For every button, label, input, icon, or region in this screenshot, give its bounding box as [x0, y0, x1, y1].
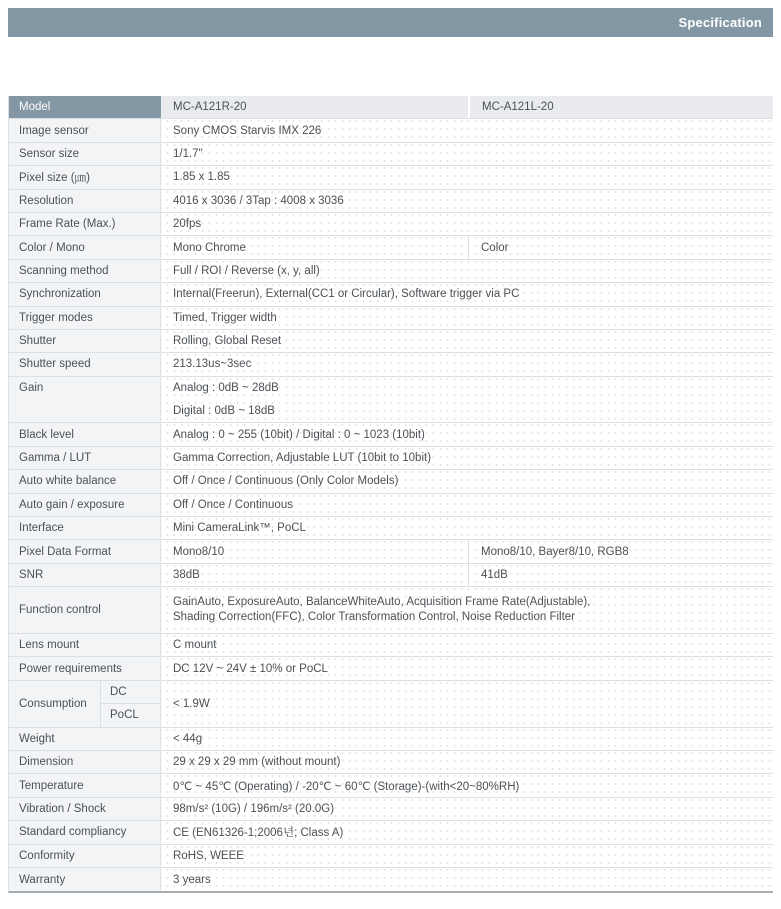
spec-row-standard-compliancy: [9, 821, 773, 844]
row-label-auto-gain-exposure: Auto gain / exposure: [9, 494, 161, 516]
spec-row-resolution: [9, 190, 773, 213]
spec-row-warranty: [9, 868, 773, 891]
row-value-power-requirements: DC 12V ~ 24V ± 10% or PoCL: [161, 657, 773, 679]
spec-table: [8, 96, 773, 893]
row-value-col2-pixel-data-format: Mono8/10, Bayer8/10, RGB8: [468, 540, 773, 562]
value-line-1: Analog : 0dB ~ 28dB: [173, 381, 279, 394]
spec-row-image-sensor: [9, 119, 773, 142]
spec-row-gain: [9, 377, 773, 424]
row-label-shutter-speed: Shutter speed: [9, 353, 161, 375]
row-value-col2-snr: 41dB: [468, 564, 773, 586]
row-label-shutter: Shutter: [9, 330, 161, 352]
row-value-lens-mount: C mount: [161, 634, 773, 656]
specification-header-bar: [8, 8, 773, 37]
row-label-interface: Interface: [9, 517, 161, 539]
row-label-frame-rate-max: Frame Rate (Max.): [9, 213, 161, 235]
row-label-dimension: Dimension: [9, 751, 161, 773]
row-value-weight: < 44g: [161, 728, 773, 750]
row-value-temperature: 0℃ ~ 45℃ (Operating) / -20℃ ~ 60℃ (Storage)-(with<20~80%RH): [161, 774, 773, 796]
spec-row-function-control: [9, 587, 773, 634]
row-value-col1-color-mono: Mono Chrome: [161, 236, 468, 258]
spec-row-scanning-method: [9, 260, 773, 283]
value-line-2: Digital : 0dB ~ 18dB: [173, 405, 275, 418]
row-label-sensor-size: Sensor size: [9, 143, 161, 165]
spec-row-black-level: [9, 423, 773, 446]
row-label-vibration-shock: Vibration / Shock: [9, 798, 161, 820]
row-label-snr: SNR: [9, 564, 161, 586]
row-label-auto-white-balance: Auto white balance: [9, 470, 161, 492]
row-value-shutter-speed: 213.13us~3sec: [161, 353, 773, 375]
spec-row-sensor-size: [9, 143, 773, 166]
row-label-warranty: Warranty: [9, 868, 161, 891]
row-label-gain: Gain: [9, 377, 161, 423]
row-value-frame-rate-max: 20fps: [161, 213, 773, 235]
spec-row-temperature: [9, 774, 773, 797]
spec-row-dimension: [9, 751, 773, 774]
row-label-power-requirements: Power requirements: [9, 657, 161, 679]
row-value-image-sensor: Sony CMOS Starvis IMX 226: [161, 119, 773, 141]
row-value-sensor-size: 1/1.7": [161, 143, 773, 165]
spec-row-color-mono: [9, 236, 773, 259]
row-label-temperature: Temperature: [9, 774, 161, 796]
row-value-function-control: [161, 587, 773, 633]
spec-row-shutter-speed: [9, 353, 773, 376]
sub-label-pocl: PoCL: [110, 709, 139, 722]
spec-row-gamma-lut: [9, 447, 773, 470]
row-label-lens-mount: Lens mount: [9, 634, 161, 656]
spec-row-pixel-size: [9, 166, 773, 189]
spec-row-vibration-shock: [9, 798, 773, 821]
row-label-consumption: Consumption: [9, 681, 101, 727]
row-label-scanning-method: Scanning method: [9, 260, 161, 282]
row-value-conformity: RoHS, WEEE: [161, 845, 773, 867]
row-label-black-level: Black level: [9, 423, 161, 445]
spec-row-weight: [9, 728, 773, 751]
row-value-synchronization: Internal(Freerun), External(CC1 or Circular), Software trigger via PC: [161, 283, 773, 305]
header-model-col1: MC-A121R-20: [161, 96, 468, 118]
row-value-scanning-method: Full / ROI / Reverse (x, y, all): [161, 260, 773, 282]
row-value-vibration-shock: 98m/s² (10G) / 196m/s² (20.0G): [161, 798, 773, 820]
row-value-auto-white-balance: Off / Once / Continuous (Only Color Models): [161, 470, 773, 492]
row-value-black-level: Analog : 0 ~ 255 (10bit) / Digital : 0 ~ 1023 (10bit): [161, 423, 773, 445]
row-value-shutter: Rolling, Global Reset: [161, 330, 773, 352]
row-value-trigger-modes: Timed, Trigger width: [161, 307, 773, 329]
spec-row-snr: [9, 564, 773, 587]
spec-row-interface: [9, 517, 773, 540]
row-value-standard-compliancy: CE (EN61326-1;2006년; Class A): [161, 821, 773, 843]
row-value-consumption: < 1.9W: [161, 681, 773, 727]
spec-row-pixel-data-format: [9, 540, 773, 563]
header-model-label: Model: [9, 96, 161, 118]
sub-label-dc: DC: [101, 681, 160, 704]
row-label-pixel-data-format: Pixel Data Format: [9, 540, 161, 562]
spec-row-auto-white-balance: [9, 470, 773, 493]
row-label-synchronization: Synchronization: [9, 283, 161, 305]
spec-row-trigger-modes: [9, 307, 773, 330]
row-label-gamma-lut: Gamma / LUT: [9, 447, 161, 469]
row-label-resolution: Resolution: [9, 190, 161, 212]
row-value-auto-gain-exposure: Off / Once / Continuous: [161, 494, 773, 516]
row-label-weight: Weight: [9, 728, 161, 750]
value-line-1: GainAuto, ExposureAuto, BalanceWhiteAuto, Acquisition Frame Rate(Adjustable),: [173, 595, 591, 608]
row-label-conformity: Conformity: [9, 845, 161, 867]
row-label-color-mono: Color / Mono: [9, 236, 161, 258]
specification-title: Specification: [678, 15, 762, 30]
row-value-col1-pixel-data-format: Mono8/10: [161, 540, 468, 562]
value-line-2: Shading Correction(FFC), Color Transformation Control, Noise Reduction Filter: [173, 611, 576, 624]
row-value-warranty: 3 years: [161, 868, 773, 891]
spec-row-power-requirements: [9, 657, 773, 680]
row-value-col1-snr: 38dB: [161, 564, 468, 586]
spec-row-lens-mount: [9, 634, 773, 657]
row-value-pixel-size: 1.85 x 1.85: [161, 166, 773, 188]
sub-column-consumption: [101, 681, 161, 727]
row-label-function-control: Function control: [9, 587, 161, 633]
spec-row-frame-rate-max: [9, 213, 773, 236]
row-label-trigger-modes: Trigger modes: [9, 307, 161, 329]
row-value-interface: Mini CameraLink™, PoCL: [161, 517, 773, 539]
spec-row-conformity: [9, 845, 773, 868]
row-value-gain: [161, 377, 773, 423]
row-value-dimension: 29 x 29 x 29 mm (without mount): [161, 751, 773, 773]
row-value-resolution: 4016 x 3036 / 3Tap : 4008 x 3036: [161, 190, 773, 212]
spec-row-shutter: [9, 330, 773, 353]
row-value-col2-color-mono: Color: [468, 236, 773, 258]
row-label-image-sensor: Image sensor: [9, 119, 161, 141]
header-model-col2: MC-A121L-20: [468, 96, 773, 118]
spec-row-consumption: [9, 681, 773, 728]
row-value-gamma-lut: Gamma Correction, Adjustable LUT (10bit to 10bit): [161, 447, 773, 469]
spec-header-row: [9, 96, 773, 119]
spec-row-auto-gain-exposure: [9, 494, 773, 517]
spec-row-synchronization: [9, 283, 773, 306]
row-label-standard-compliancy: Standard compliancy: [9, 821, 161, 843]
row-label-pixel-size: Pixel size (㎛): [9, 166, 161, 188]
